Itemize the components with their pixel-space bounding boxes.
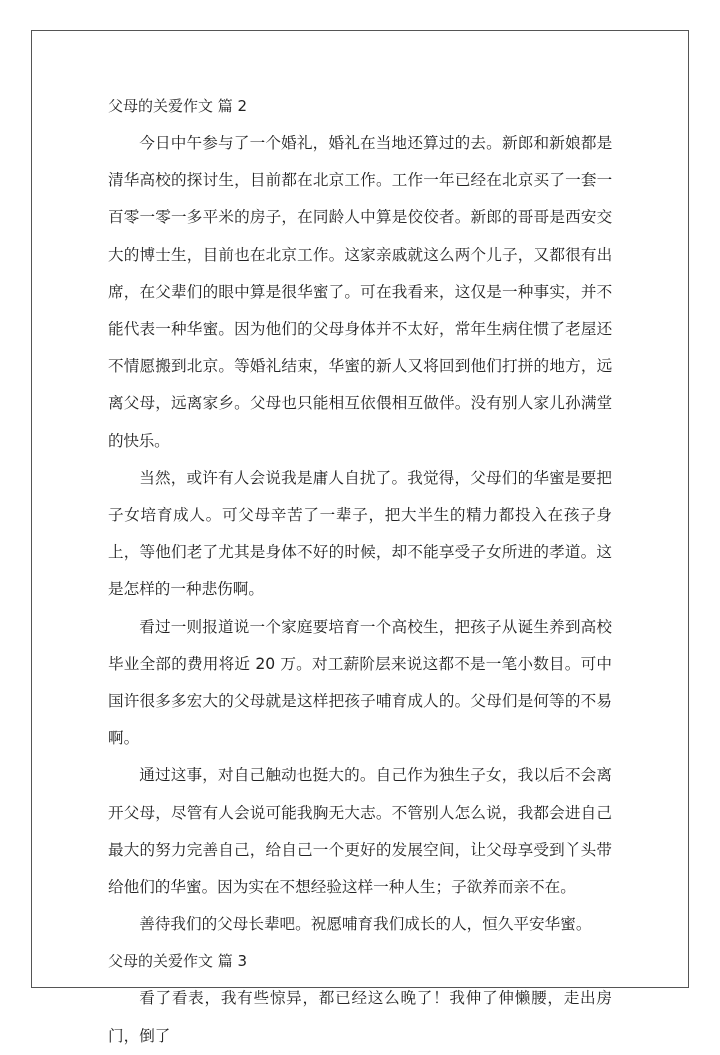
paragraph: 通过这事，对自己触动也挺大的。自己作为独生子女，我以后不会离开父母，尽管有人会说可能我胸无大志。不管别人怎么说，我都会进自己最大的努力完善自己，给自己一个更好的发展空间，让父母享受到丫头带给他们的华蜜。因为实在不想经验这样一种人生；子欲养而亲不在。 (108, 766, 612, 897)
paragraph: 善待我们的父母长辈吧。祝愿哺育我们成长的人，恒久平安华蜜。 (139, 915, 592, 934)
section-heading: 父母的关爱作文 篇 2 (108, 97, 248, 115)
paragraph: 当然，或许有人会说我是庸人自扰了。我觉得，父母们的华蜜是要把子女培育成人。可父母辛苦了一辈子，把大半生的精力都投入在孩子身上，等他们老了尤其是身体不好的时候，却不能享受子女所进的孝道。这是怎样的一种悲伤啊。 (108, 468, 612, 599)
document-body (108, 88, 612, 1055)
paragraph: 看了看表，我有些惊异，都已经这么晚了！我伸了伸懒腰，走出房门，倒了 (108, 989, 612, 1045)
paragraph: 看过一则报道说一个家庭要培育一个高校生，把孩子从诞生养到高校毕业全部的费用将近 20 万。对工薪阶层来说这都不是一笔小数目。可中国许很多多宏大的父母就是这样把孩子哺育成人的。父母们是何等的不易啊。 (108, 617, 612, 748)
section-heading: 父母的关爱作文 篇 3 (108, 952, 248, 971)
paragraph: 今日中午参与了一个婚礼，婚礼在当地还算过的去。新郎和新娘都是清华高校的探讨生，目前都在北京工作。工作一年已经在北京买了一套一百零一零一多平米的房子，在同龄人中算是佼佼者。新郎的哥哥是西安交大的博士生，目前也在北京工作。这家亲戚就这么两个儿子，又都很有出席，在父辈们的眼中算是很华蜜了。可在我看来，这仅是一种事实，并不能代表一种华蜜。因为他们的父母身体并不太好，常年生病住惯了老屋还不情愿搬到北京。等婚礼结束，华蜜的新人又将回到他们打拼的地方，远离父母，远离家乡。父母也只能相互依偎相互做伴。没有别人家儿孙满堂的快乐。 (108, 134, 612, 450)
